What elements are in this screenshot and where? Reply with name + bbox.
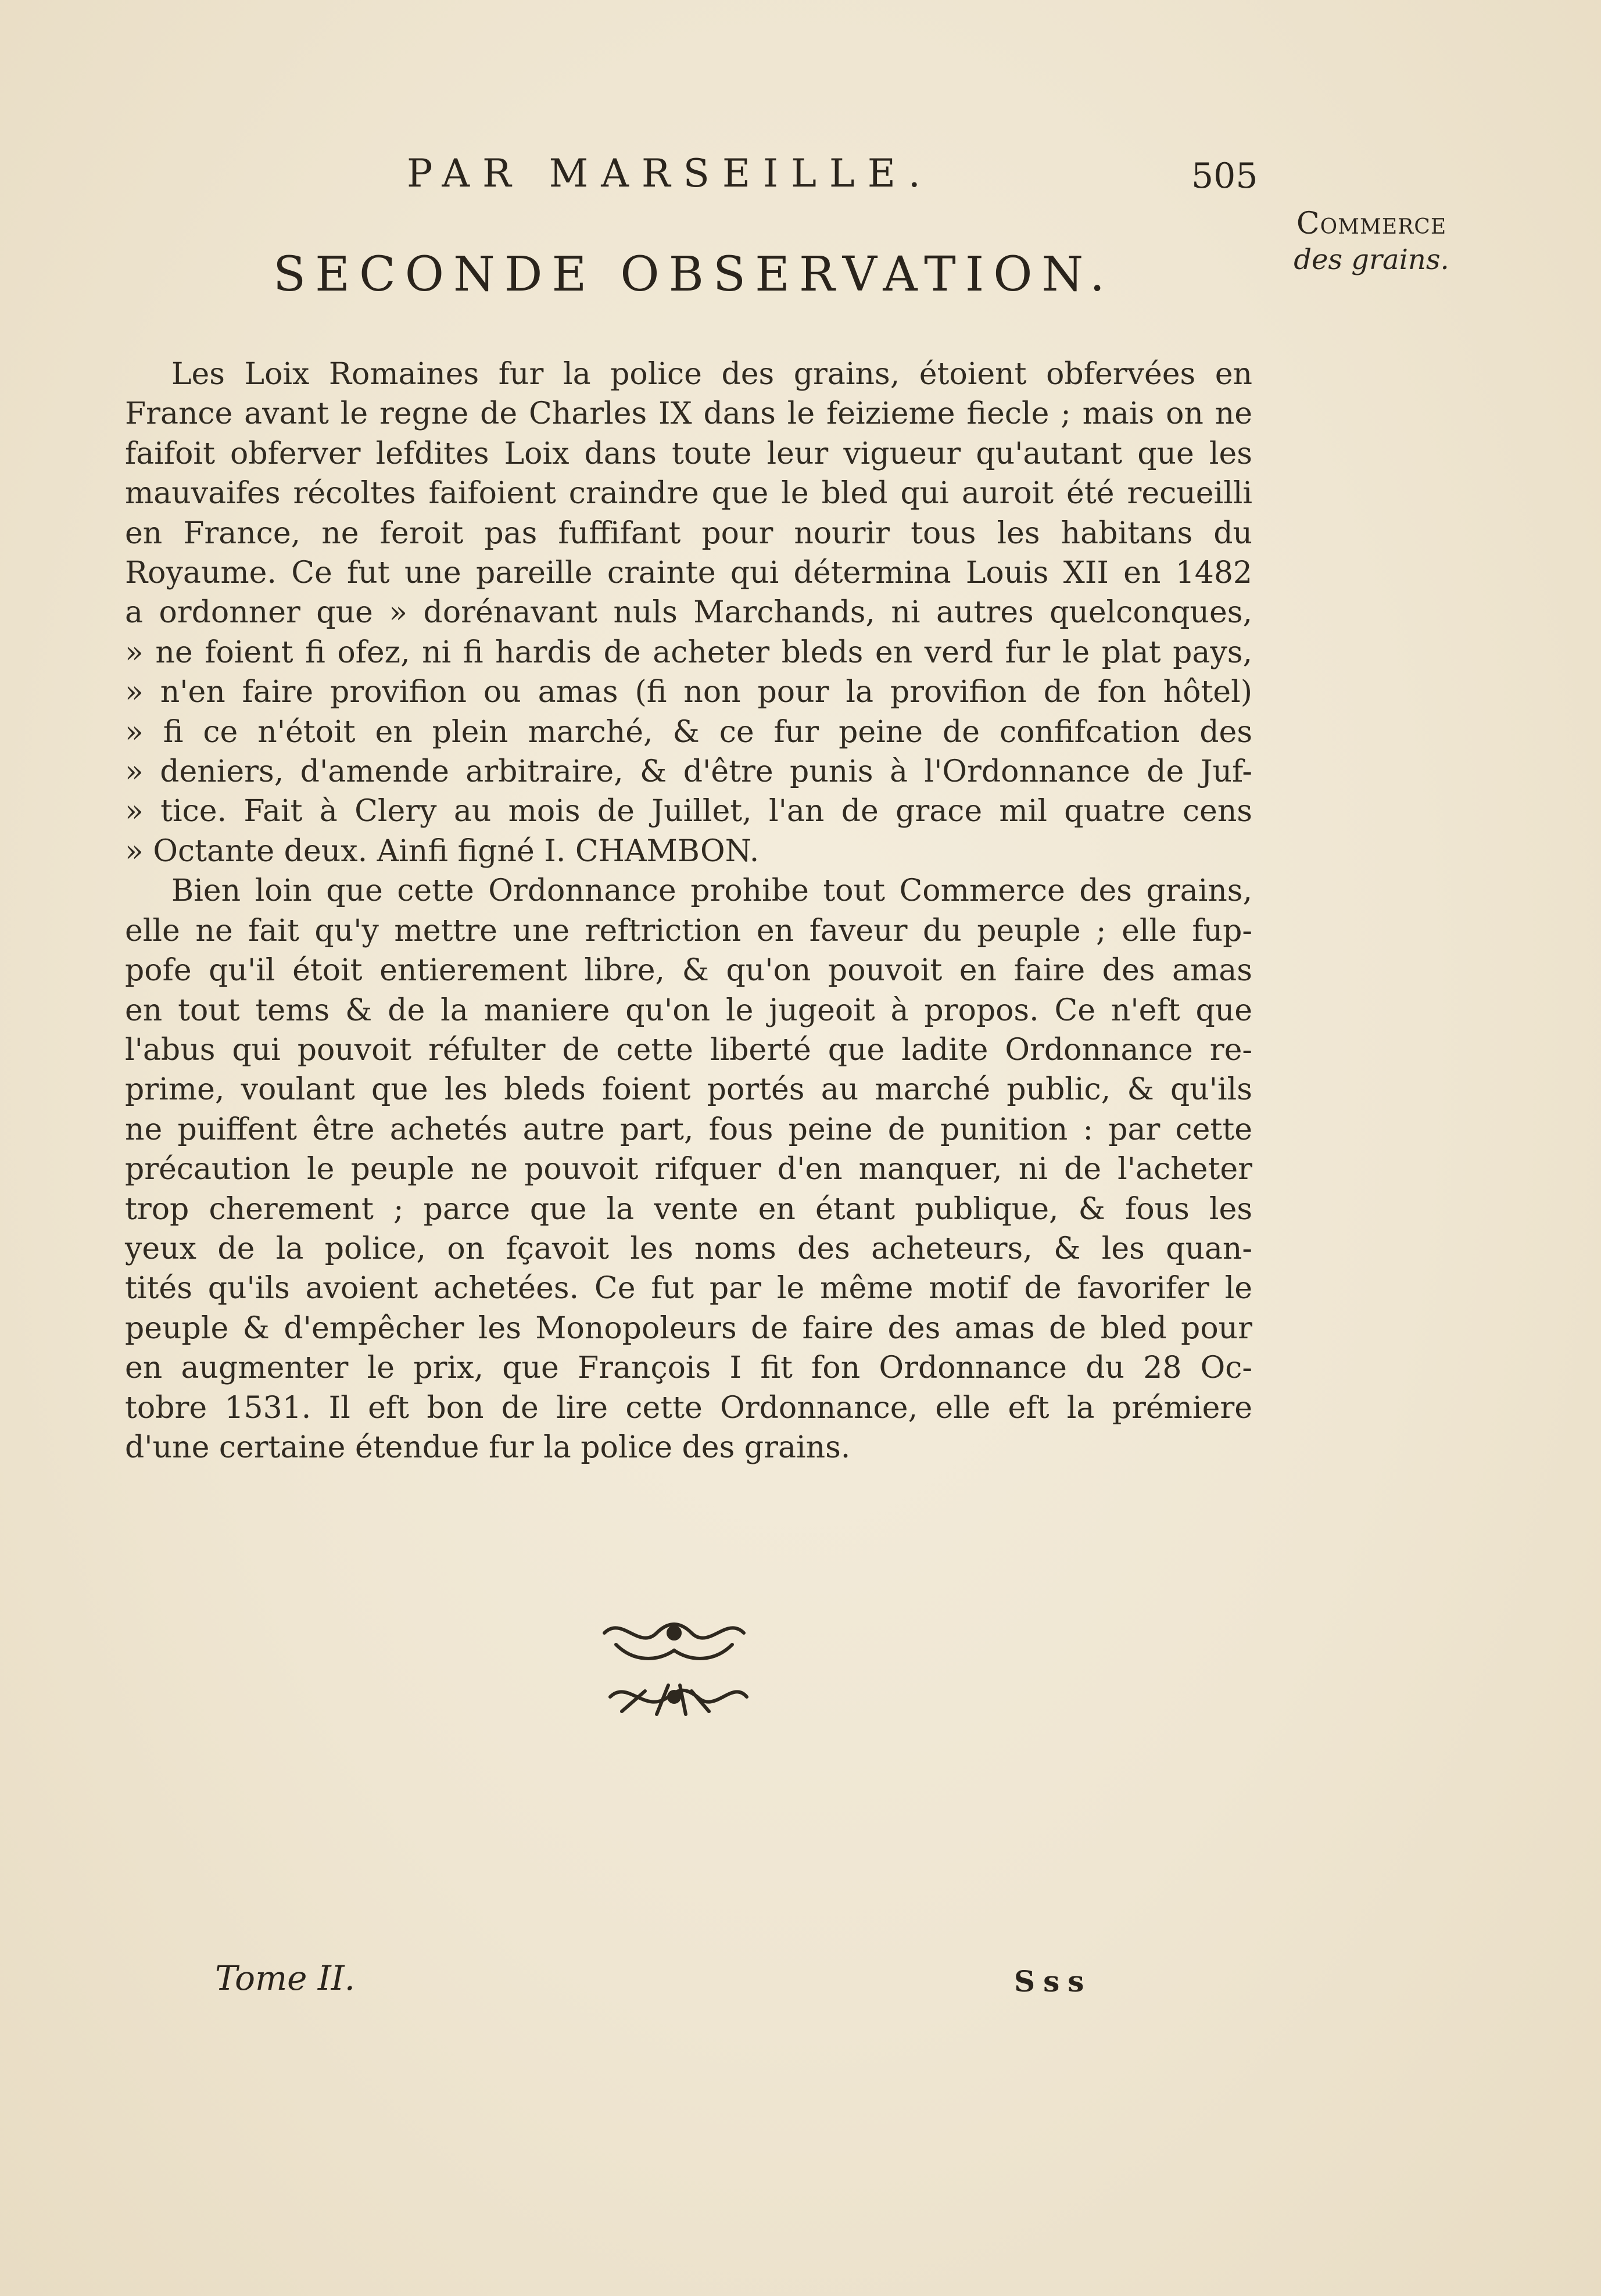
text-line: » fi ce n'étoit en plein marché, & ce fur peine de confifcation des	[125, 714, 1252, 750]
text-line: Les Loix Romaines fur la police des grains, étoient obfervées en	[171, 357, 1252, 392]
running-head: PAR MARSEILLE.	[407, 151, 933, 196]
text-line: » n'en faire provifion ou amas (fi non pour la provifion de fon hôtel)	[125, 675, 1252, 710]
text-line: tités qu'ils avoient achetées. Ce fut par le même motif de favorifer le	[125, 1271, 1252, 1306]
text-line: l'abus qui pouvoit réfulter de cette liberté que ladite Ordonnance re-	[125, 1032, 1252, 1068]
text-line: Bien loin que cette Ordonnance prohibe tout Commerce des grains,	[171, 873, 1252, 909]
text-line: pofe qu'il étoit entierement libre, & qu'on pouvoit en faire des amas	[125, 953, 1252, 988]
text-line: a ordonner que » dorénavant nuls Marchands, ni autres quelconques,	[125, 595, 1252, 631]
text-line: faifoit obferver lefdites Loix dans toute leur vigueur qu'autant que les	[125, 436, 1252, 471]
page-number: 505	[1191, 156, 1258, 196]
volume-label: Tome II.	[215, 1958, 356, 1998]
ornament-icon	[593, 1610, 755, 1738]
text-line: Royaume. Ce fut une pareille crainte qui détermina Louis XII en 1482	[125, 556, 1252, 591]
paragraph-2	[125, 871, 1252, 1467]
text-line: tobre 1531. Il eft bon de lire cette Ordonnance, elle eft la prémiere	[125, 1390, 1252, 1425]
text-line: précaution le peuple ne pouvoit rifquer d'en manquer, ni de l'acheter	[125, 1152, 1252, 1187]
text-line: d'une certaine étendue fur la police des grains.	[125, 1430, 851, 1465]
text-line: prime, voulant que les bleds foient portés au marché public, & qu'ils	[125, 1072, 1252, 1108]
body-text	[125, 354, 1252, 1467]
text-line: ne puiffent être achetés autre part, fous peine de punition : par cette	[125, 1112, 1252, 1147]
margin-note-line-2: des grains.	[1294, 243, 1449, 276]
text-line: en tout tems & de la maniere qu'on le jugeoit à propos. Ce n'eft que	[125, 993, 1252, 1028]
text-line: elle ne fait qu'y mettre une reftriction en faveur du peuple ; elle fup-	[125, 913, 1252, 948]
section-title: SECONDE OBSERVATION.	[273, 247, 1115, 302]
paragraph-1	[125, 354, 1252, 871]
text-line: » ne foient fi ofez, ni fi hardis de acheter bleds en verd fur le plat pays,	[125, 635, 1252, 670]
text-line: mauvaifes récoltes faifoient craindre que le bled qui auroit été recueilli	[125, 476, 1252, 511]
text-line: » deniers, d'amende arbitraire, & d'être punis à l'Ordonnance de Juf-	[125, 754, 1252, 790]
signature-mark: Sss	[1014, 1964, 1093, 1998]
margin-note	[1267, 206, 1476, 276]
text-line: yeux de la police, on fçavoit les noms des acheteurs, & les quan-	[125, 1231, 1252, 1266]
text-line: » Octante deux. Ainfi figné I. CHAMBON.	[125, 833, 760, 869]
margin-note-line-1: Commerce	[1296, 206, 1447, 241]
text-line: en France, ne feroit pas fuffifant pour nourir tous les habitans du	[125, 515, 1252, 551]
text-line: trop cherement ; parce que la vente en étant publique, & fous les	[125, 1191, 1252, 1227]
text-line: peuple & d'empêcher les Monopoleurs de faire des amas de bled pour	[125, 1310, 1252, 1346]
text-line: en augmenter le prix, que François I fit fon Ordonnance du 28 Oc-	[125, 1351, 1252, 1386]
text-line: » tice. Fait à Clery au mois de Juillet, l'an de grace mil quatre cens	[125, 794, 1252, 829]
text-line: France avant le regne de Charles IX dans le feizieme fiecle ; mais on ne	[125, 396, 1252, 432]
